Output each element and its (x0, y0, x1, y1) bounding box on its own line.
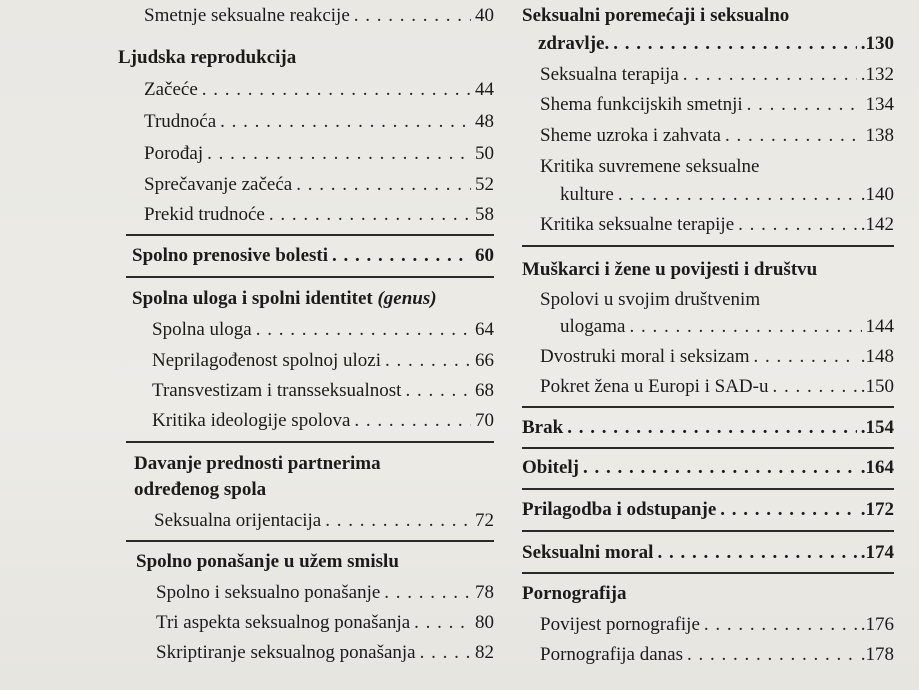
toc-entry: Povijest pornografije . . . .176 (522, 613, 894, 637)
toc-entry: Spolno i seksualno ponašanje . . . 78 (118, 581, 494, 605)
section-divider (522, 245, 894, 247)
toc-entry: Tri aspekta seksualnog ponašanja . . . 80 (118, 611, 494, 635)
section-divider (126, 234, 494, 236)
section-divider (522, 488, 894, 490)
toc-entry: Trudnoća . . . 48 (118, 110, 494, 134)
toc-entry: Kritika seksualne terapije . . . .142 (522, 213, 894, 237)
toc-section-heading: Seksualni moral . . . .174 (522, 541, 894, 565)
toc-section-heading: Davanje prednosti partnerima (134, 453, 381, 474)
toc-entry (118, 4, 494, 28)
toc-entry: Spolna uloga . . . 64 (118, 318, 494, 342)
toc-section-heading: Ljudska reprodukcija (118, 47, 297, 68)
toc-entry: Sheme uzroka i zahvata . . . 138 (522, 124, 894, 148)
toc-entry: Sprečavanje začeća . . . 52 (118, 173, 494, 197)
toc-entry-line2: kulture . . . .140 (522, 183, 894, 207)
section-divider (126, 276, 494, 278)
section-divider (522, 447, 894, 449)
entry-page: 40 (475, 5, 494, 26)
toc-section-heading: Brak . . . .154 (522, 416, 894, 440)
toc-entry-line2: ulogama . . . 144 (522, 315, 894, 339)
toc-entry: Pokret žena u Europi i SAD-u . . . .150 (522, 375, 894, 399)
toc-entry: Začeće . . . 44 (118, 78, 494, 102)
toc-entry: Skriptiranje seksualnog ponašanja . . . 82 (118, 641, 494, 665)
toc-entry: Transvestizam i transseksualnost . . . 68 (118, 379, 494, 403)
section-divider (126, 441, 494, 443)
toc-entry: Seksualna terapija . . . .132 (522, 63, 894, 87)
toc-entry: Kritika suvremene seksualne (540, 156, 760, 177)
toc-section-heading: Pornografija (522, 583, 627, 604)
toc-entry: Dvostruki moral i seksizam . . . .148 (522, 345, 894, 369)
toc-entry: Shema funkcijskih smetnji . . . 134 (522, 93, 894, 117)
toc-section-heading: Muškarci i žene u povijesti i društvu (522, 259, 818, 280)
toc-entry: Pornografija danas . . . .178 (522, 643, 894, 667)
section-divider (522, 530, 894, 532)
toc-entry: Spolovi u svojim društvenim (540, 289, 761, 310)
toc-section-heading: Prilagodba i odstupanje . . . .172 (522, 498, 894, 522)
entry-title: Smetnje seksualne reakcije (144, 5, 350, 26)
toc-section-heading-line2: zdravlje. . . . .130 (522, 32, 894, 56)
toc-entry: Neprilagođenost spolnoj ulozi . . . 66 (118, 349, 494, 373)
toc-section-heading: Obitelj . . . .164 (522, 456, 894, 480)
toc-section-heading: Seksualni poremećaji i seksualno (522, 5, 790, 26)
toc-section-heading: Spolno prenosive bolesti . . . 60 (118, 244, 494, 268)
section-divider (126, 540, 494, 542)
toc-section-heading-line2: određenog spola (134, 479, 267, 500)
toc-entry: Seksualna orijentacija . . . 72 (118, 509, 494, 533)
toc-entry: Prekid trudnoće . . . 58 (118, 203, 494, 227)
toc-entry: Porođaj . . . 50 (118, 142, 494, 166)
section-divider (522, 572, 894, 574)
toc-section-heading: Spolno ponašanje u užem smislu (136, 551, 399, 572)
section-divider (522, 406, 894, 408)
toc-section-heading: Spolna uloga i spolni identitet (genus) (132, 288, 437, 309)
toc-entry: Kritika ideologije spolova . . . 70 (118, 409, 494, 433)
